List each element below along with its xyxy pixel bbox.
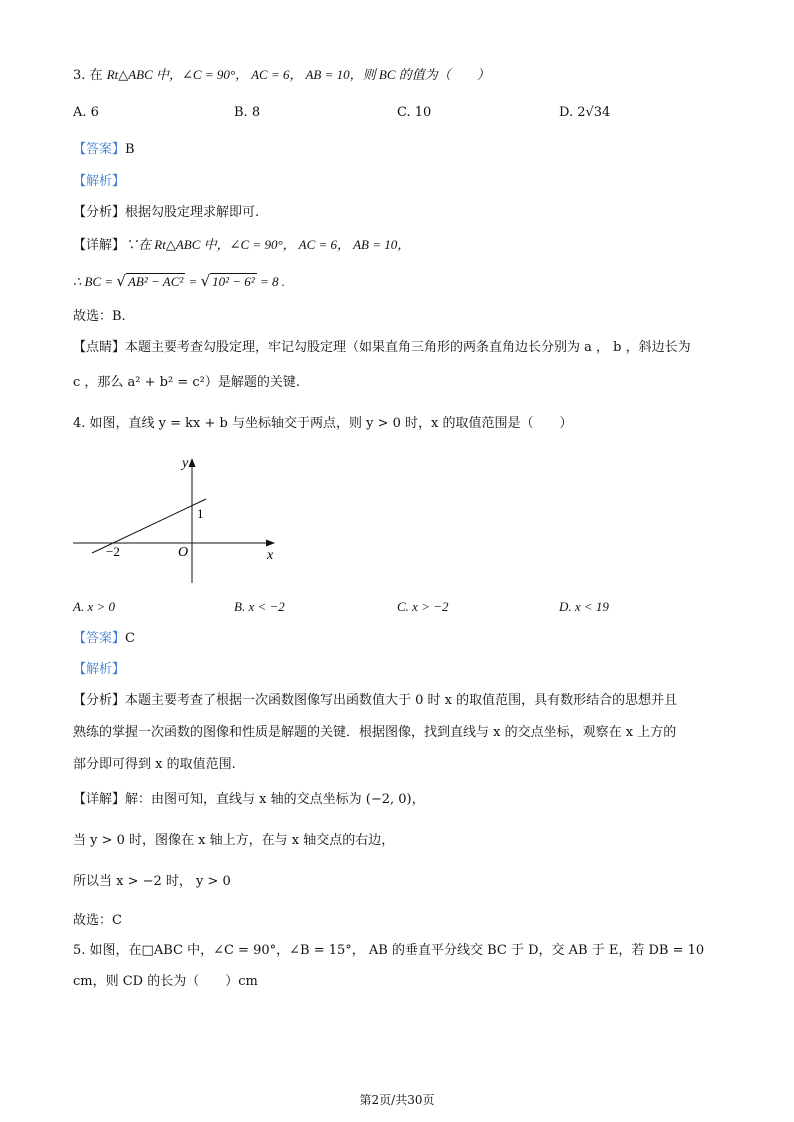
q3-detail-2: ∴ BC = √ AB² − AC² = √ 10² − 6² = 8 .: [73, 272, 285, 290]
q4-option-d: D. x < 19: [559, 599, 609, 614]
x-axis-arrow: [266, 540, 275, 547]
q3-analysis-tag: 【解析】: [73, 174, 126, 189]
q3-option-b: B. 8: [234, 105, 261, 120]
q4-answer: 【答案】C: [73, 631, 135, 646]
q3-answer: 【答案】B: [73, 142, 135, 157]
q4-graph: [70, 455, 290, 585]
q4-option-a: A. x > 0: [73, 599, 115, 614]
answer-tag: 【答案】: [73, 142, 126, 157]
q3-dianjing-2: c ，那么 a² + b² = c²）是解题的关键.: [73, 375, 300, 390]
q4-analysis-tag: 【解析】: [73, 662, 126, 677]
q3-stem: 3. 在 Rt△ABC 中，∠C = 90°， AC = 6， AB = 10，则 BC 的值为（ ）: [73, 67, 490, 83]
y-label: y: [182, 456, 189, 471]
q4-option-c: C. x > −2: [397, 599, 449, 614]
q4-option-b: B. x < −2: [234, 599, 285, 614]
q4-fenxi-1: 【分析】本题主要考查了根据一次函数图像写出函数值大于 0 时 x 的取值范围，具有数形结合的思想并且: [73, 693, 678, 708]
q3-choose: 故选：B.: [73, 309, 126, 324]
q4-fenxi-3: 部分即可得到 x 的取值范围.: [73, 757, 236, 772]
q4-detail-2: 当 y > 0 时，图像在 x 轴上方，在与 x 轴交点的右边，: [73, 833, 395, 848]
q3-detail-1: 【详解】∵在 Rt△ABC 中，∠C = 90°， AC = 6， AB = 10，: [73, 237, 411, 253]
q4-detail-1: 【详解】解：由图可知，直线与 x 轴的交点坐标为 (−2, 0)，: [73, 792, 425, 807]
y-intercept-label: 1: [197, 506, 204, 521]
page-footer: 第2页/共30页: [359, 1093, 435, 1107]
q5-stem-2: cm，则 CD 的长为（ ）cm: [73, 974, 258, 989]
x-label: x: [267, 548, 274, 563]
q3-fenxi: 【分析】根据勾股定理求解即可.: [73, 205, 260, 220]
x-intercept-label: −2: [106, 544, 120, 559]
q3-option-d: D. 2√34: [559, 105, 611, 120]
q3-option-a: A. 6: [73, 105, 99, 120]
q3-dianjing-1: 【点睛】本题主要考查勾股定理，牢记勾股定理（如果直角三角形的两条直角边长分别为 a ， b ，斜边长为: [73, 340, 691, 355]
origin-label: O: [178, 545, 189, 560]
q4-detail-3: 所以当 x > −2 时， y > 0: [73, 874, 231, 889]
q5-stem-1: 5. 如图，在□ABC 中，∠C = 90°，∠B = 15°， AB 的垂直平分线交 BC 于 D，交 AB 于 E，若 DB = 10: [73, 943, 705, 958]
q3-option-c: C. 10: [397, 105, 432, 120]
y-axis-arrow: [189, 458, 196, 467]
q4-fenxi-2: 熟练的掌握一次函数的图像和性质是解题的关键．根据图像，找到直线与 x 的交点坐标，观察在 x 上方的: [73, 725, 677, 740]
q4-choose: 故选：C: [73, 913, 122, 928]
q4-stem: 4. 如图，直线 y = kx + b 与坐标轴交于两点，则 y > 0 时，x 的取值范围是（ ）: [73, 416, 573, 431]
